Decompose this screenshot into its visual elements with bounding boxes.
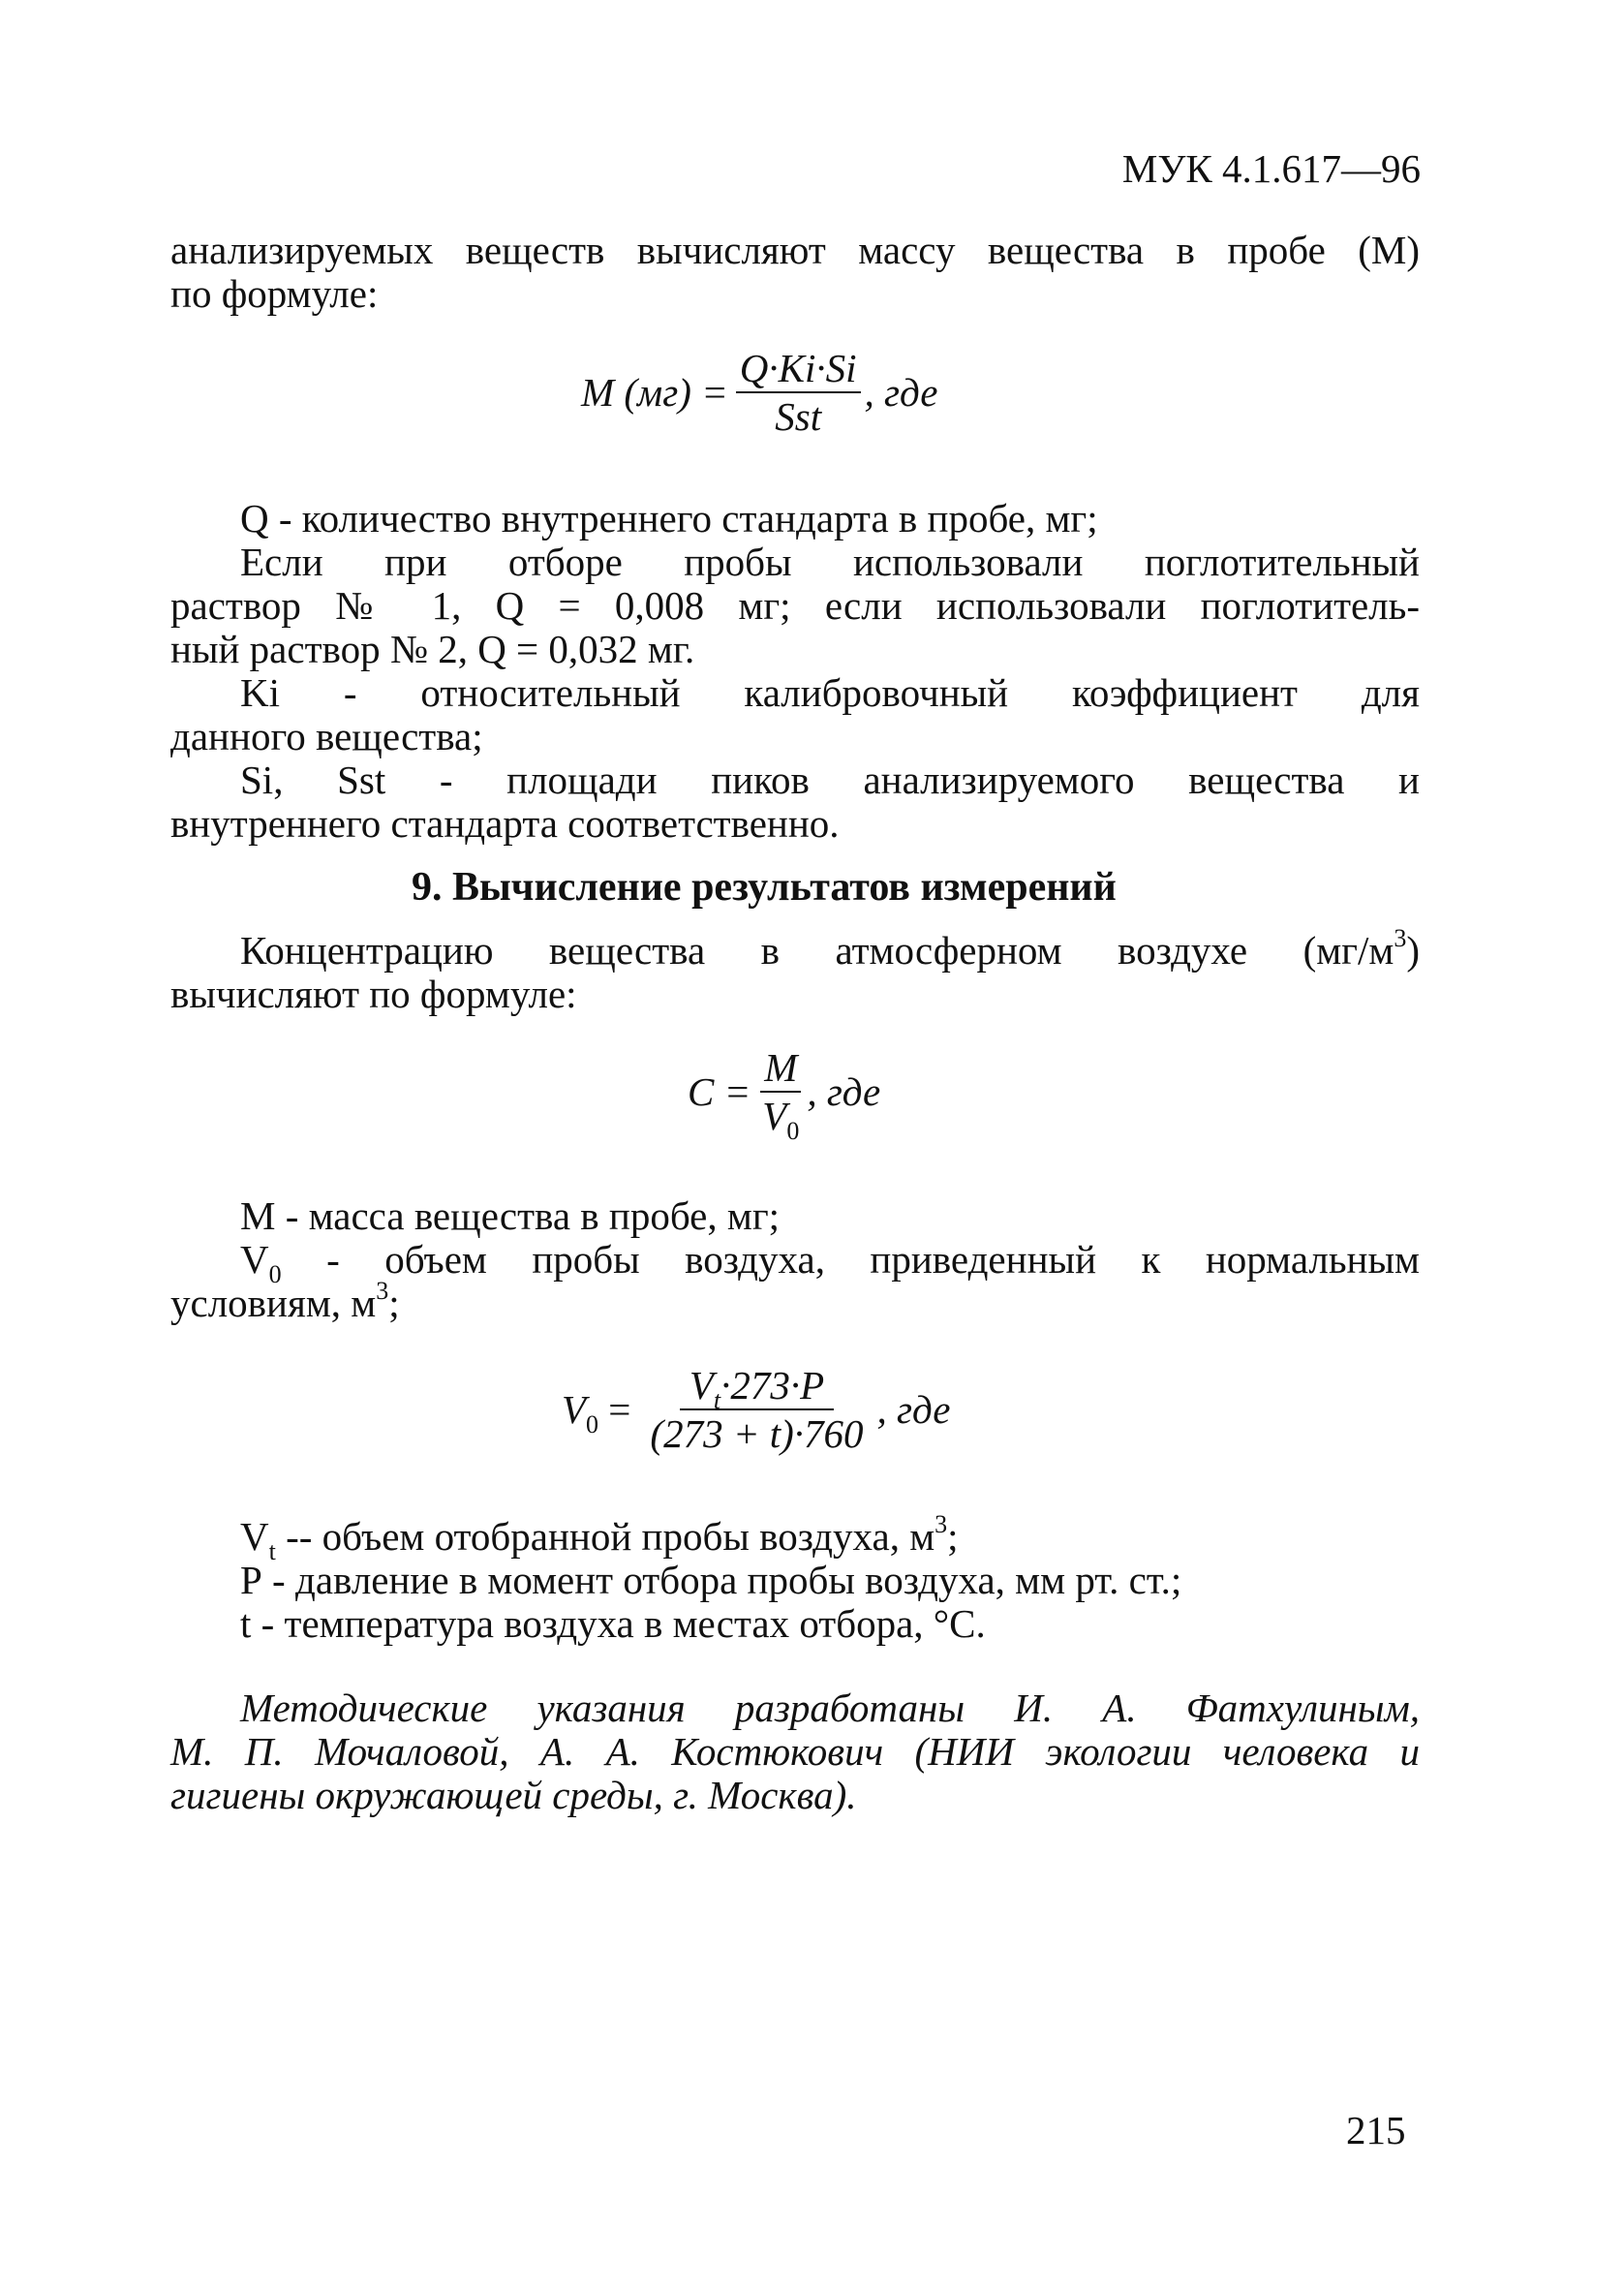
def-v0-sym: V: [240, 1237, 269, 1282]
formula-mass-tail: , где: [864, 370, 938, 415]
def-q-note-3: ный раствор № 2, Q = 0,032 мг.: [170, 627, 695, 671]
formula-conc-denominator: [758, 1093, 803, 1145]
formula-vol-num-v: V: [689, 1363, 714, 1407]
document-code: МУК 4.1.617—96: [1121, 146, 1421, 191]
def-vt-sub: t: [268, 1537, 276, 1565]
section-para-close: ): [1406, 928, 1420, 973]
formula-vol-lhs-v: V: [562, 1387, 587, 1432]
formula-mass: [581, 347, 937, 438]
formula-vol-tail: , где: [876, 1387, 951, 1432]
formula-conc-den-v: V: [762, 1094, 787, 1138]
def-ki-2: данного вещества;: [170, 714, 483, 758]
def-v0-line-2-text: условиям, м: [170, 1281, 377, 1325]
intro-line-1: анализируемых веществ вычисляют массу вещества в пробе (М): [170, 228, 1420, 272]
formula-vol-numerator: [680, 1363, 834, 1414]
def-v0-line-2: [170, 1277, 400, 1325]
formula-concentration: [688, 1045, 881, 1145]
formula-conc-fraction: [758, 1045, 803, 1145]
def-p: Р - давление в момент отбора пробы воздуха, мм рт. ст.;: [240, 1558, 1182, 1602]
def-q-note-2: раствор № 1, Q = 0,008 мг; если использовали поглотитель-: [170, 583, 1420, 628]
def-v0-line-2-sup: 3: [376, 1277, 389, 1305]
formula-vol-fraction: [640, 1364, 873, 1455]
def-s-1: Si, Sst - площади пиков анализируемого вещества и: [240, 758, 1420, 802]
formula-conc-lhs: C =: [688, 1069, 751, 1114]
def-v0-line-2-end: ;: [388, 1281, 400, 1325]
def-t: t - температура воздуха в местах отбора, °С.: [240, 1601, 986, 1646]
def-vt-rest: -- объем отобранной пробы воздуха, м: [275, 1514, 935, 1559]
def-v0-line-1: [240, 1237, 1420, 1288]
def-vt-end: ;: [947, 1514, 959, 1559]
section-para-sup: 3: [1394, 924, 1407, 952]
formula-conc-numerator: M: [760, 1046, 801, 1093]
formula-vol-eq: =: [598, 1387, 631, 1432]
formula-vol-num-sub: t: [713, 1386, 721, 1414]
formula-mass-lhs: M (мг) =: [581, 370, 728, 415]
formula-mass-fraction: [736, 347, 861, 438]
page-number: 215: [1346, 2108, 1406, 2152]
formula-vol-denominator: (273 + t)·760: [650, 1411, 864, 1456]
formula-vol-lhs-sub: 0: [586, 1410, 599, 1438]
formula-volume: [562, 1364, 950, 1455]
def-s-2: внутреннего стандарта соответственно.: [170, 801, 840, 846]
def-m: М - масса вещества в пробе, мг;: [240, 1193, 781, 1238]
formula-vol-lhs: [562, 1386, 631, 1438]
section-heading: 9. Вычисление результатов измерений: [412, 865, 1117, 910]
def-vt-sym: V: [240, 1514, 269, 1559]
def-q: Q - количество внутреннего стандарта в пробе, мг;: [240, 496, 1098, 541]
def-vt: [240, 1510, 959, 1565]
intro-line-2: по формуле:: [170, 271, 379, 316]
def-q-note-1: Если при отборе пробы использовали поглотительный: [240, 540, 1420, 584]
formula-conc-den-sub: 0: [786, 1117, 800, 1145]
def-vt-sup: 3: [935, 1510, 948, 1538]
formula-vol-num-rest: ·273·P: [720, 1363, 825, 1407]
section-para-line-2: вычисляют по формуле:: [170, 972, 577, 1016]
def-ki-1: Ki - относительный калибровочный коэффициент для: [240, 670, 1420, 715]
credits-line-2: М. П. Мочаловой, А. А. Костюкович (НИИ экологии человека и: [170, 1729, 1420, 1774]
formula-mass-denominator: Sst: [775, 394, 822, 439]
credits-line-3: гигиены окружающей среды, г. Москва).: [170, 1773, 857, 1817]
formula-mass-numerator: Q·Ki·Si: [736, 347, 861, 393]
def-v0-rest: - объем пробы воздуха, приведенный к нормальным: [281, 1237, 1420, 1282]
def-v0-sub: 0: [268, 1260, 282, 1288]
section-para-line-1-text: Концентрацию вещества в атмосферном воздухе (мг/м: [240, 928, 1394, 973]
section-para-line-1: [240, 924, 1420, 973]
formula-conc-tail: , где: [807, 1069, 881, 1114]
credits-line-1: Методические указания разработаны И. А. Фатхулиным,: [240, 1686, 1420, 1730]
